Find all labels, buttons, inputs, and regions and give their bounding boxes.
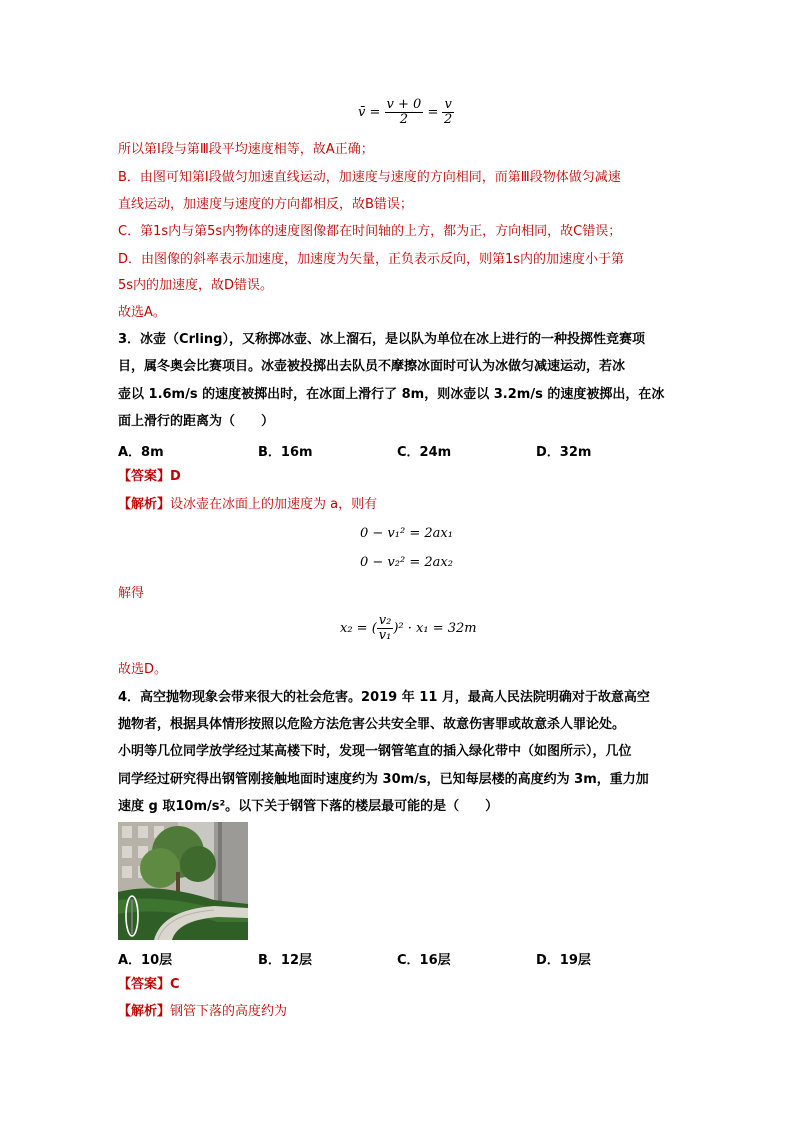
q3-eq3-lhs: x₂ = ( bbox=[340, 621, 377, 636]
formula-equals: = bbox=[427, 105, 439, 120]
q4-stem-line-3: 小明等几位同学放学经过某高楼下时，发现一钢管笔直的插入绿化带中（如图所示），几位 bbox=[118, 744, 632, 759]
photo-illustration bbox=[118, 822, 248, 940]
solution-conclusion: 故选A。 bbox=[118, 305, 166, 320]
q3-option-b: B．16m bbox=[258, 445, 313, 460]
q4-analysis-tag: 【解析】 bbox=[118, 1004, 171, 1019]
q3-solve-label: 解得 bbox=[118, 586, 145, 601]
q3-options bbox=[118, 441, 678, 459]
formula-lhs: v̄ = bbox=[358, 105, 381, 120]
q4-analysis-text: 钢管下落的高度约为 bbox=[170, 1004, 288, 1019]
q4-options bbox=[118, 949, 678, 967]
solution-line-2: B．由图可知第Ⅰ段做匀加速直线运动，加速度与速度的方向相同，而第Ⅲ段物体做匀减速 bbox=[118, 170, 621, 185]
q3-equation-1: 0 − v₁² = 2ax₁ bbox=[360, 526, 453, 541]
q3-equation-3 bbox=[340, 614, 477, 643]
formula-average-velocity bbox=[358, 98, 454, 127]
q3-stem-line-2: 目，属冬奥会比赛项目。冰壶被投掷出去队员不摩擦冰面时可认为冰做匀减速运动，若冰 bbox=[118, 359, 626, 374]
q4-option-d: D．19层 bbox=[536, 953, 591, 968]
solution-line-5: D．由图像的斜率表示加速度，加速度为矢量，正负表示反向，则第1s内的加速度小于第 bbox=[118, 252, 625, 267]
q4-answer: 【答案】C bbox=[118, 977, 180, 992]
fraction-2 bbox=[442, 98, 453, 127]
q3-answer: 【答案】D bbox=[118, 469, 181, 484]
q3-equation-2: 0 − v₂² = 2ax₂ bbox=[360, 555, 453, 570]
q3-eq3-denominator: v₁ bbox=[378, 628, 392, 643]
q4-option-b: B．12层 bbox=[258, 953, 312, 968]
q3-conclusion: 故选D。 bbox=[118, 662, 168, 677]
q3-stem-line-3: 壶以 1.6m/s 的速度被掷出时，在冰面上滑行了 8m，则冰壶以 3.2m/s 的速度被掷出，在冰 bbox=[118, 387, 665, 402]
fraction-1 bbox=[385, 98, 424, 127]
fraction-1-numerator: v + 0 bbox=[386, 97, 422, 112]
q3-analysis-text: 设冰壶在冰面上的加速度为 a，则有 bbox=[170, 497, 378, 512]
q4-stem-line-4: 同学经过研究得出钢管刚接触地面时速度约为 30m/s，已知每层楼的高度约为 3m，重力加 bbox=[118, 772, 649, 787]
q4-option-a: A．10层 bbox=[118, 953, 173, 968]
q3-option-d: D．32m bbox=[536, 445, 592, 460]
q4-option-c: C．16层 bbox=[397, 953, 451, 968]
q4-stem-line-2: 抛物者，根据具体情形按照以危险方法危害公共安全罪、故意伤害罪或故意杀人罪论处。 bbox=[118, 717, 626, 732]
solution-line-1: 所以第Ⅰ段与第Ⅲ段平均速度相等，故A正确； bbox=[118, 142, 374, 157]
q3-analysis-tag: 【解析】 bbox=[118, 497, 171, 512]
steel-pipe-photo bbox=[118, 822, 248, 940]
fraction-1-denominator: 2 bbox=[399, 112, 409, 127]
q3-option-a: A．8m bbox=[118, 445, 164, 460]
q3-eq3-fraction bbox=[377, 614, 394, 643]
q3-stem-line-4: 面上滑行的距离为（ ） bbox=[118, 414, 275, 429]
q4-stem-line-5: 速度 g 取10m/s²。以下关于钢管下落的楼层最可能的是（ ） bbox=[118, 799, 499, 814]
fraction-2-numerator: v bbox=[444, 97, 452, 112]
fraction-2-denominator: 2 bbox=[444, 112, 453, 127]
solution-line-4: C．第1s内与第5s内物体的速度图像都在时间轴的上方，都为正，方向相同，故C错误； bbox=[118, 224, 622, 239]
q4-stem-line-1: 4．高空抛物现象会带来很大的社会危害。2019 年 11 月，最高人民法院明确对于故意高空 bbox=[118, 690, 650, 705]
q3-eq3-numerator: v₂ bbox=[378, 613, 392, 628]
q3-analysis bbox=[118, 496, 377, 514]
q3-eq3-rhs: )² · x₁ = 32m bbox=[393, 621, 477, 636]
q4-analysis bbox=[118, 1003, 287, 1021]
q3-stem-line-1: 3．冰壶（Crling），又称掷冰壶、冰上溜石，是以队为单位在冰上进行的一种投掷性竞赛项 bbox=[118, 332, 645, 347]
solution-line-3: 直线运动，加速度与速度的方向都相反，故B错误； bbox=[118, 197, 413, 212]
q3-option-c: C．24m bbox=[397, 445, 452, 460]
solution-line-6: 5s内的加速度，故D错误。 bbox=[118, 278, 274, 293]
